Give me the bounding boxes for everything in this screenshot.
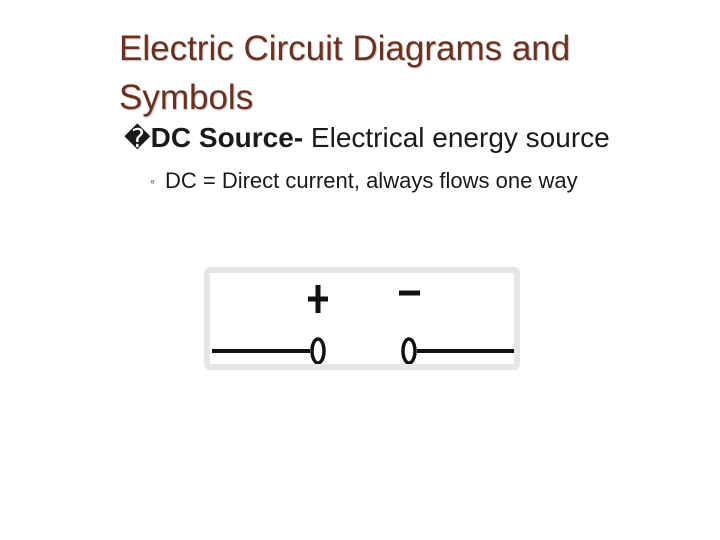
bullet-dc-source <box>124 121 610 155</box>
dc-source-symbol-icon <box>210 273 514 364</box>
sub-bullet-direct-current <box>150 167 578 197</box>
slide-title: Electric Circuit Diagrams and Symbols <box>119 29 571 117</box>
sub-bullet-marker: ◦ <box>150 173 155 189</box>
bullet-term: DC Source- <box>150 122 304 153</box>
bullet-marker: � <box>124 123 151 153</box>
bullet-text: Electrical energy source <box>303 122 610 153</box>
sub-bullet-text: DC = Direct current, always flows one way <box>164 168 578 193</box>
dc-source-symbol-figure <box>204 267 520 370</box>
